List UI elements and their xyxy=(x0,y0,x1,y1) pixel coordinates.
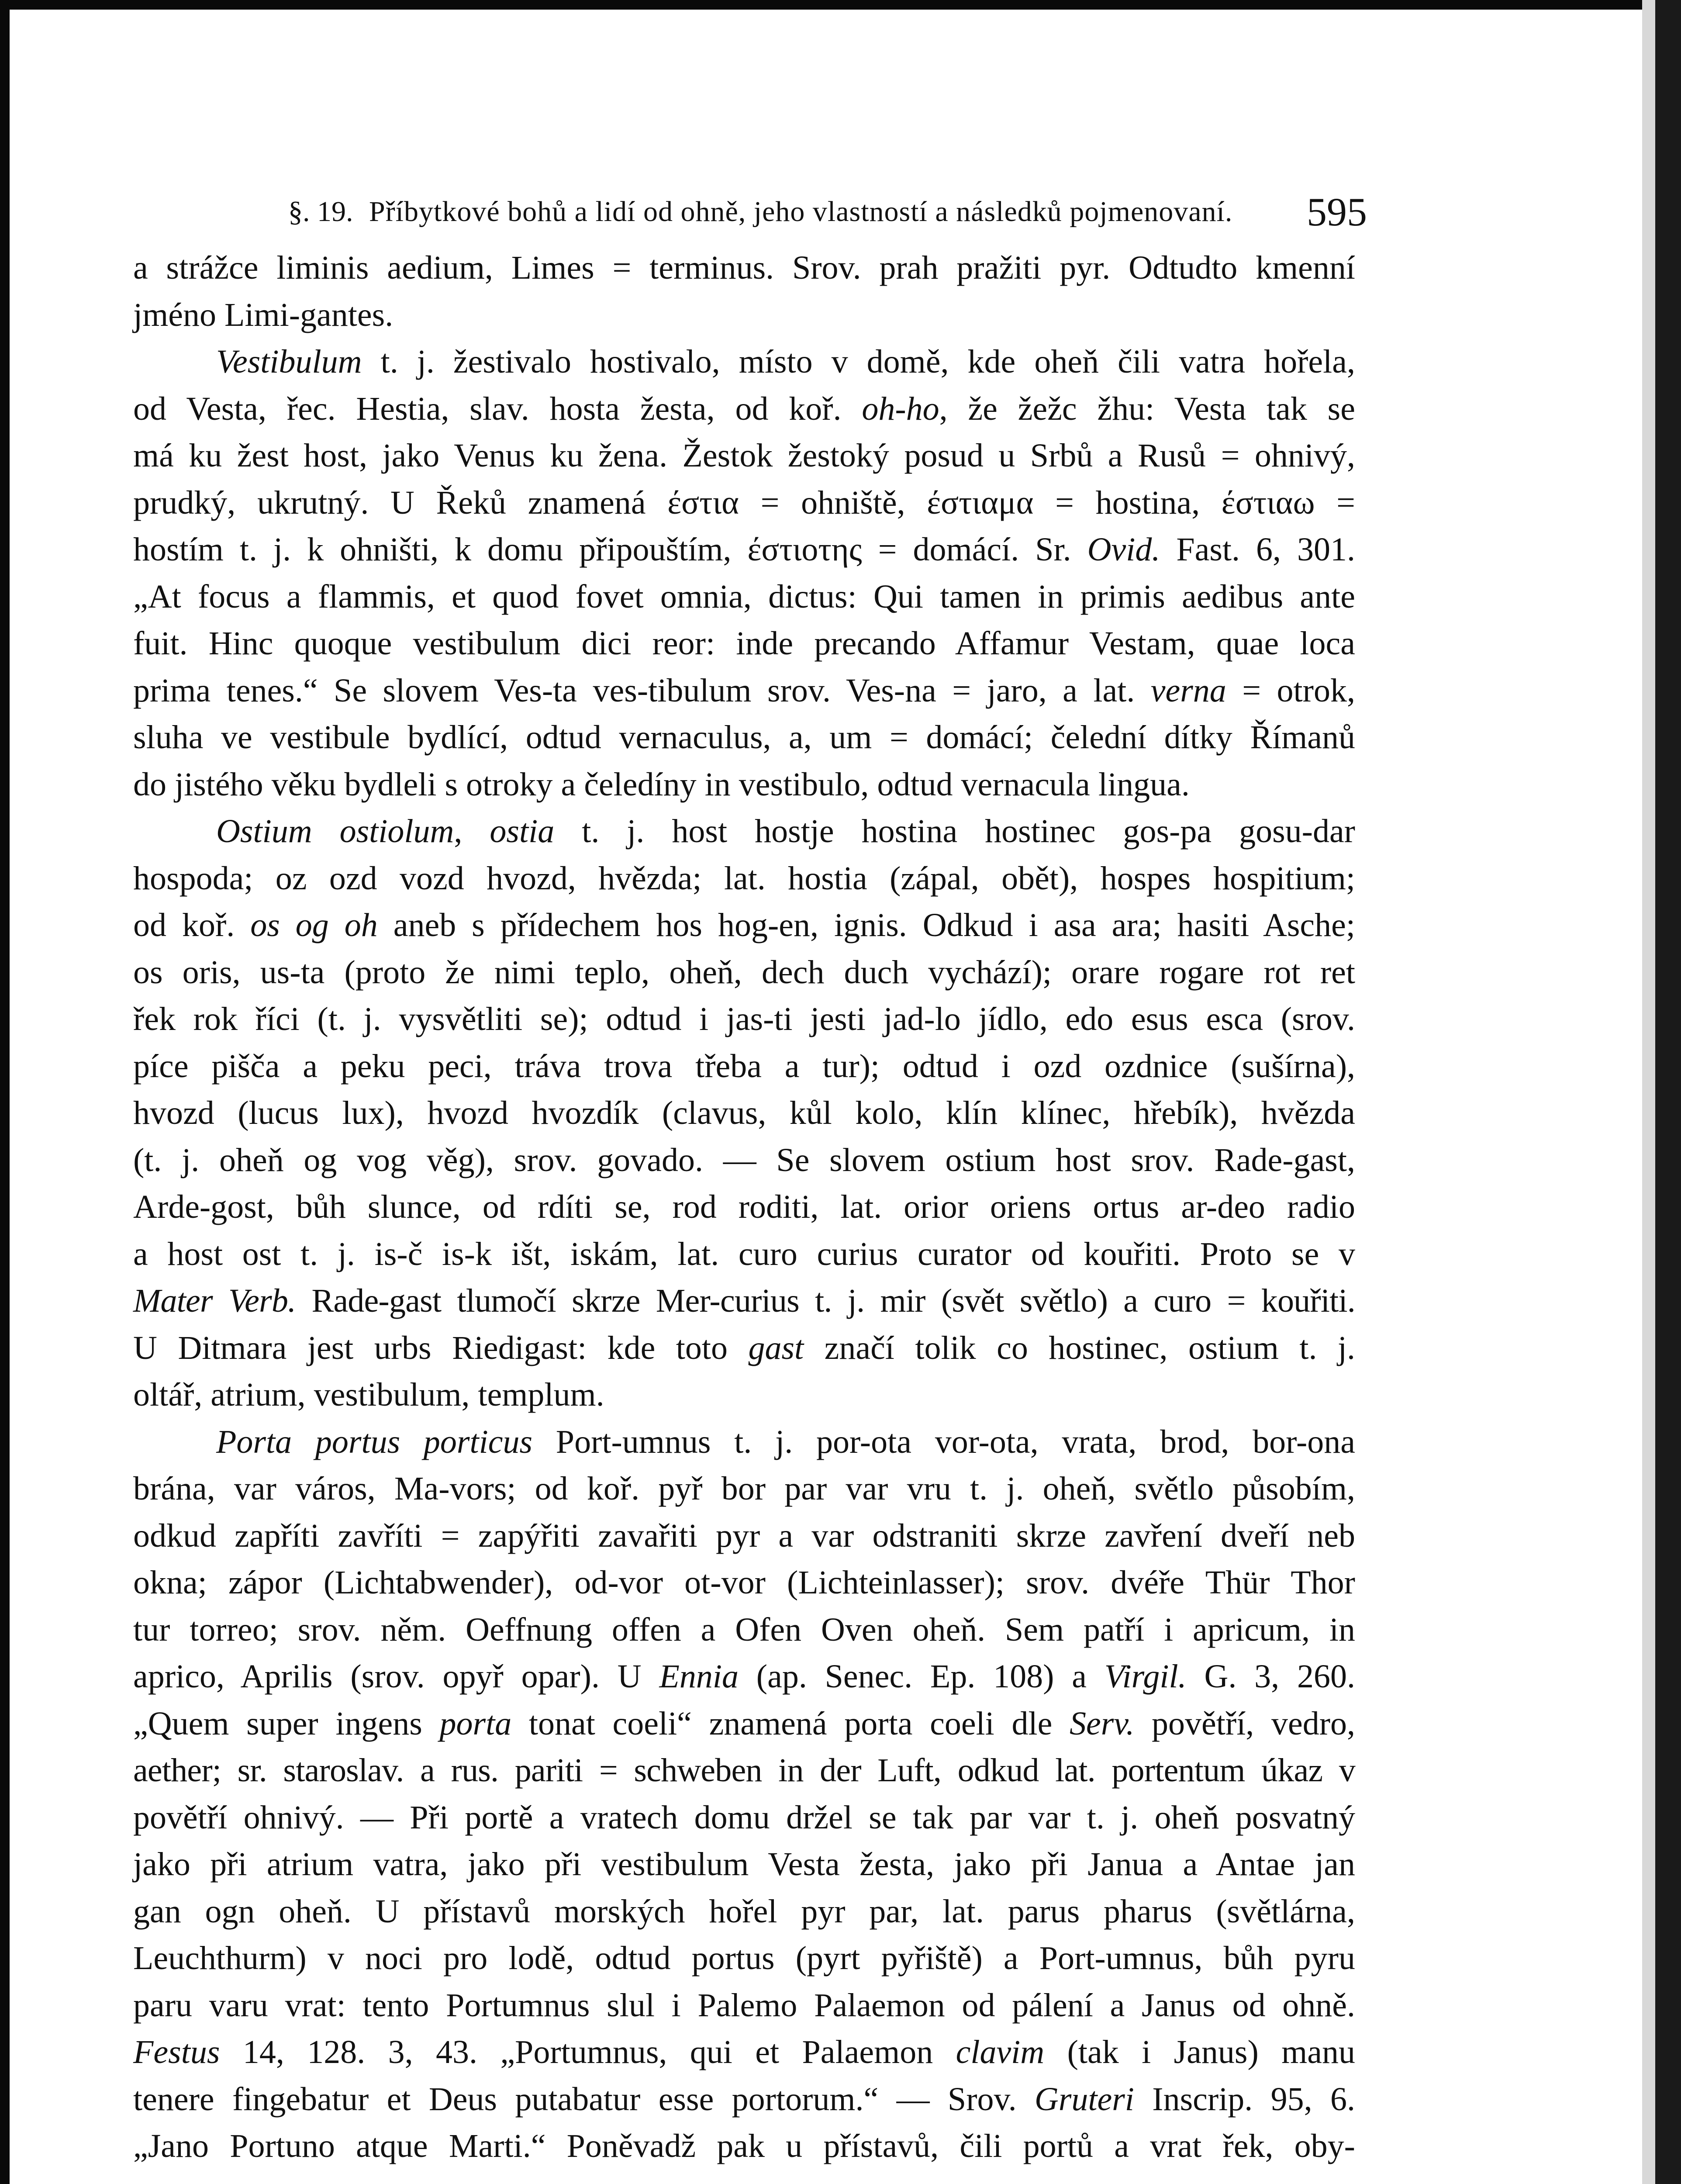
section-number: §. 19. xyxy=(288,196,353,228)
text-line: od Vesta, řec. Hestia, slav. hosta žesta, od koř. oh-ho, že žežc žhu: Vesta tak se xyxy=(133,390,1355,427)
text-line: os oris, us-ta (proto že nimi teplo, oheň, dech duch vychází); orare rogare rot ret xyxy=(133,954,1355,991)
text-line: Ostium ostiolum, ostia t. j. host hostje hostina hostinec gos-pa gosu-dar xyxy=(216,813,1355,850)
text-line: prima tenes.“ Se slovem Ves-ta ves-tibulum srov. Ves-na = jaro, a lat. verna = otrok, xyxy=(133,672,1355,709)
text-line: fuit. Hinc quoque vestibulum dici reor: inde precando Affamur Vestam, quae loca xyxy=(133,625,1355,662)
text-line: U Ditmara jest urbs Riedigast: kde toto gast značí tolik co hostinec, ostium t. j. xyxy=(133,1329,1355,1366)
body-text xyxy=(133,245,1355,2170)
running-header xyxy=(288,188,1367,236)
text-line: aprico, Aprilis (srov. opyř opar). U Ennia (ap. Senec. Ep. 108) a Virgil. G. 3, 260. xyxy=(133,1658,1355,1695)
running-title: Příbytkové bohů a lidí od ohně, jeho vlastností a následků pojmenovaní. xyxy=(369,196,1233,228)
text-line: od koř. os og oh aneb s přídechem hos hog-en, ignis. Odkud i asa ara; hasiti Asche; xyxy=(133,907,1355,943)
text-line: „Quem super ingens porta tonat coeli“ znamená porta coeli dle Serv. povětří, vedro, xyxy=(133,1705,1356,1742)
text-line: odkud zapříti zavříti = zapýřiti zavařiti pyr a var odstraniti skrze zavření dveří neb xyxy=(133,1517,1355,1554)
scan-right-shadow xyxy=(1642,0,1655,2184)
text-line: gan ogn oheň. U přístavů morských hořel pyr par, lat. parus pharus (světlárna, xyxy=(133,1893,1355,1930)
text-line: do jistého věku bydleli s otroky a čeledíny in vestibulo, odtud vernacula lingua. xyxy=(133,766,1190,803)
text-line: tenere fingebatur et Deus putabatur esse portorum.“ — Srov. Gruteri Inscrip. 95, 6. xyxy=(133,2080,1355,2118)
text-line: jako při atrium vatra, jako při vestibulum Vesta žesta, jako při Janua a Antae jan xyxy=(133,1846,1355,1883)
text-line: prudký, ukrutný. U Řeků znamená έστια = ohniště, έστιαμα = hostina, έστιαω = xyxy=(133,484,1355,521)
page-number: 595 xyxy=(1307,190,1367,234)
text-line: okna; zápor (Lichtabwender), od-vor ot-vor (Lichteinlasser); srov. dvéře Thür Thor xyxy=(133,1564,1355,1601)
text-line: paru varu vrat: tento Portumnus slul i Palemo Palaemon od pálení a Janus od ohně. xyxy=(133,1987,1355,2024)
text-line: aether; sr. staroslav. a rus. pariti = schweben in der Luft, odkud lat. portentum úkaz v xyxy=(133,1752,1355,1789)
scan-left-border xyxy=(0,0,10,2184)
text-line: hvozd (lucus lux), hvozd hvozdík (clavus, kůl kolo, klín klínec, hřebík), hvězda xyxy=(133,1095,1355,1131)
text-line: Festus 14, 128. 3, 43. „Portumnus, qui et Palaemon clavim (tak i Janus) manu xyxy=(133,2034,1355,2070)
text-line: píce pišča a peku peci, tráva trova třeba a tur); odtud i ozd ozdnice (sušírna), xyxy=(133,1047,1355,1085)
text-line: „At focus a flammis, et quod fovet omnia, dictus: Qui tamen in primis aedibus ante xyxy=(133,578,1355,615)
text-line: Mater Verb. Rade-gast tlumočí skrze Mer-curius t. j. mir (svět světlo) a curo = kouřiti. xyxy=(133,1282,1356,1319)
text-line: Porta portus porticus Port-umnus t. j. por-ota vor-ota, vrata, brod, bor-ona xyxy=(216,1423,1355,1460)
text-line: řek rok říci (t. j. vysvětliti se); odtud i jas-ti jesti jad-lo jídlo, edo esus esca (srov. xyxy=(133,1001,1355,1037)
text-line: sluha ve vestibule bydlící, odtud vernaculus, a, um = domácí; čelední dítky Římanů xyxy=(133,719,1355,756)
text-line: Leuchthurm) v noci pro lodě, odtud portus (pyrt pyřiště) a Port-umnus, bůh pyru xyxy=(133,1940,1355,1977)
text-line: (t. j. oheň og vog věg), srov. govado. — Se slovem ostium host srov. Rade-gast, xyxy=(133,1141,1355,1178)
text-line: Vestibulum t. j. žestivalo hostivalo, místo v domě, kde oheň čili vatra hořela, xyxy=(216,343,1355,380)
text-line: má ku žest host, jako Venus ku žena. Žestok žestoký posud u Srbů a Rusů = ohnivý, xyxy=(133,437,1355,474)
text-line: oltář, atrium, vestibulum, templum. xyxy=(133,1376,604,1413)
text-line: hostím t. j. k ohništi, k domu připouštím, έστιοτης = domácí. Sr. Ovid. Fast. 6, 301. xyxy=(133,531,1355,568)
text-line: a strážce liminis aedium, Limes = terminus. Srov. prah pražiti pyr. Odtudto kmenní xyxy=(133,249,1355,286)
text-line: tur torreo; srov. něm. Oeffnung offen a Ofen Oven oheň. Sem patří i apricum, in xyxy=(133,1611,1355,1648)
text-line: hospoda; oz ozd vozd hvozd, hvězda; lat. hostia (zápal, obět), hospes hospitium; xyxy=(133,860,1355,897)
text-line: „Jano Portuno atque Marti.“ Poněvadž pak u přístavů, čili portů a vrat řek, oby- xyxy=(133,2128,1355,2164)
text-line: a host ost t. j. is-č is-k išt, iskám, lat. curo curius curator od kouřiti. Proto se v xyxy=(133,1235,1355,1272)
text-line: jméno Limi-gantes. xyxy=(133,296,393,333)
text-line: Arde-gost, bůh slunce, od rdíti se, rod roditi, lat. orior oriens ortus ar-deo radio xyxy=(133,1189,1355,1225)
text-line: povětří ohnivý. — Při portě a vratech domu držel se tak par var t. j. oheň posvatný xyxy=(133,1799,1355,1836)
scan-top-border xyxy=(0,0,1681,10)
text-line: brána, var város, Ma-vors; od koř. pyř bor par var vru t. j. oheň, světlo působím, xyxy=(133,1470,1355,1507)
scan-right-border xyxy=(1655,0,1681,2184)
